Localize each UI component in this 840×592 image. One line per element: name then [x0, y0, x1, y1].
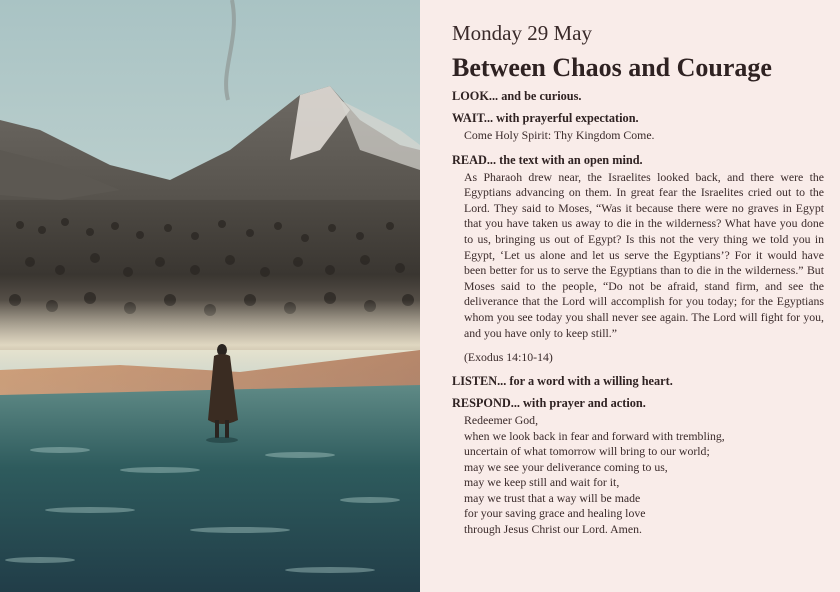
respond-section — [452, 395, 824, 537]
prayer-line: for your saving grace and healing love — [464, 506, 646, 521]
prayer-line: may we see your deliverance coming to us, — [464, 459, 668, 474]
look-section — [452, 88, 824, 104]
scripture-reference: (Exodus 14:10-14) — [464, 350, 553, 365]
listen-section — [452, 373, 824, 389]
prayer-line: uncertain of what tomorrow will bring to our world; — [464, 444, 710, 459]
prayer — [452, 413, 824, 537]
page-date: Monday 29 May — [452, 21, 592, 45]
prayer-line: may we trust that a way will be made — [464, 490, 641, 505]
listen-heading: LISTEN... for a word with a willing heart. — [452, 374, 673, 389]
wait-heading: WAIT... with prayerful expectation. — [452, 111, 639, 125]
prayer-line: may we keep still and wait for it, — [464, 475, 620, 490]
look-heading: LOOK... and be curious. — [452, 89, 582, 103]
wait-section — [452, 110, 824, 144]
prayer-line: when we look back in fear and forward with trembling, — [464, 428, 725, 443]
wait-text: Come Holy Spirit: Thy Kingdom Come. — [464, 128, 655, 142]
devotional-text-pane — [420, 0, 840, 592]
scripture-passage: As Pharaoh drew near, the Israelites looked back, and there were the Egyptians advancing on them. In great fear the Israelites cried out to the Lord. They said to Moses, “Was it because there were no graves in Egypt that you have taken us away to die in the wilderness? What have you done to us, bringing us out of Egypt? Is this not the very thing we told you in Egypt, ‘Let us alone and let us serve the Egyptians’? For it would have been better for us to serve the Egyptians than to die in the wilderness.” But Moses said to the people, “Do not be afraid, stand firm, and see the deliverance that the Lord will accomplish for you today; for the Egyptians whom you see today you shall never see again. The Lord will fight for you, and you have only to keep still.” — [464, 169, 824, 340]
read-section — [452, 152, 824, 366]
read-heading: READ... the text with an open mind. — [452, 152, 643, 167]
prayer-line: through Jesus Christ our Lord. Amen. — [464, 521, 642, 536]
page-title: Between Chaos and Courage — [452, 53, 772, 82]
prayer-line: Redeemer God, — [464, 413, 539, 428]
respond-heading: RESPOND... with prayer and action. — [452, 396, 646, 411]
